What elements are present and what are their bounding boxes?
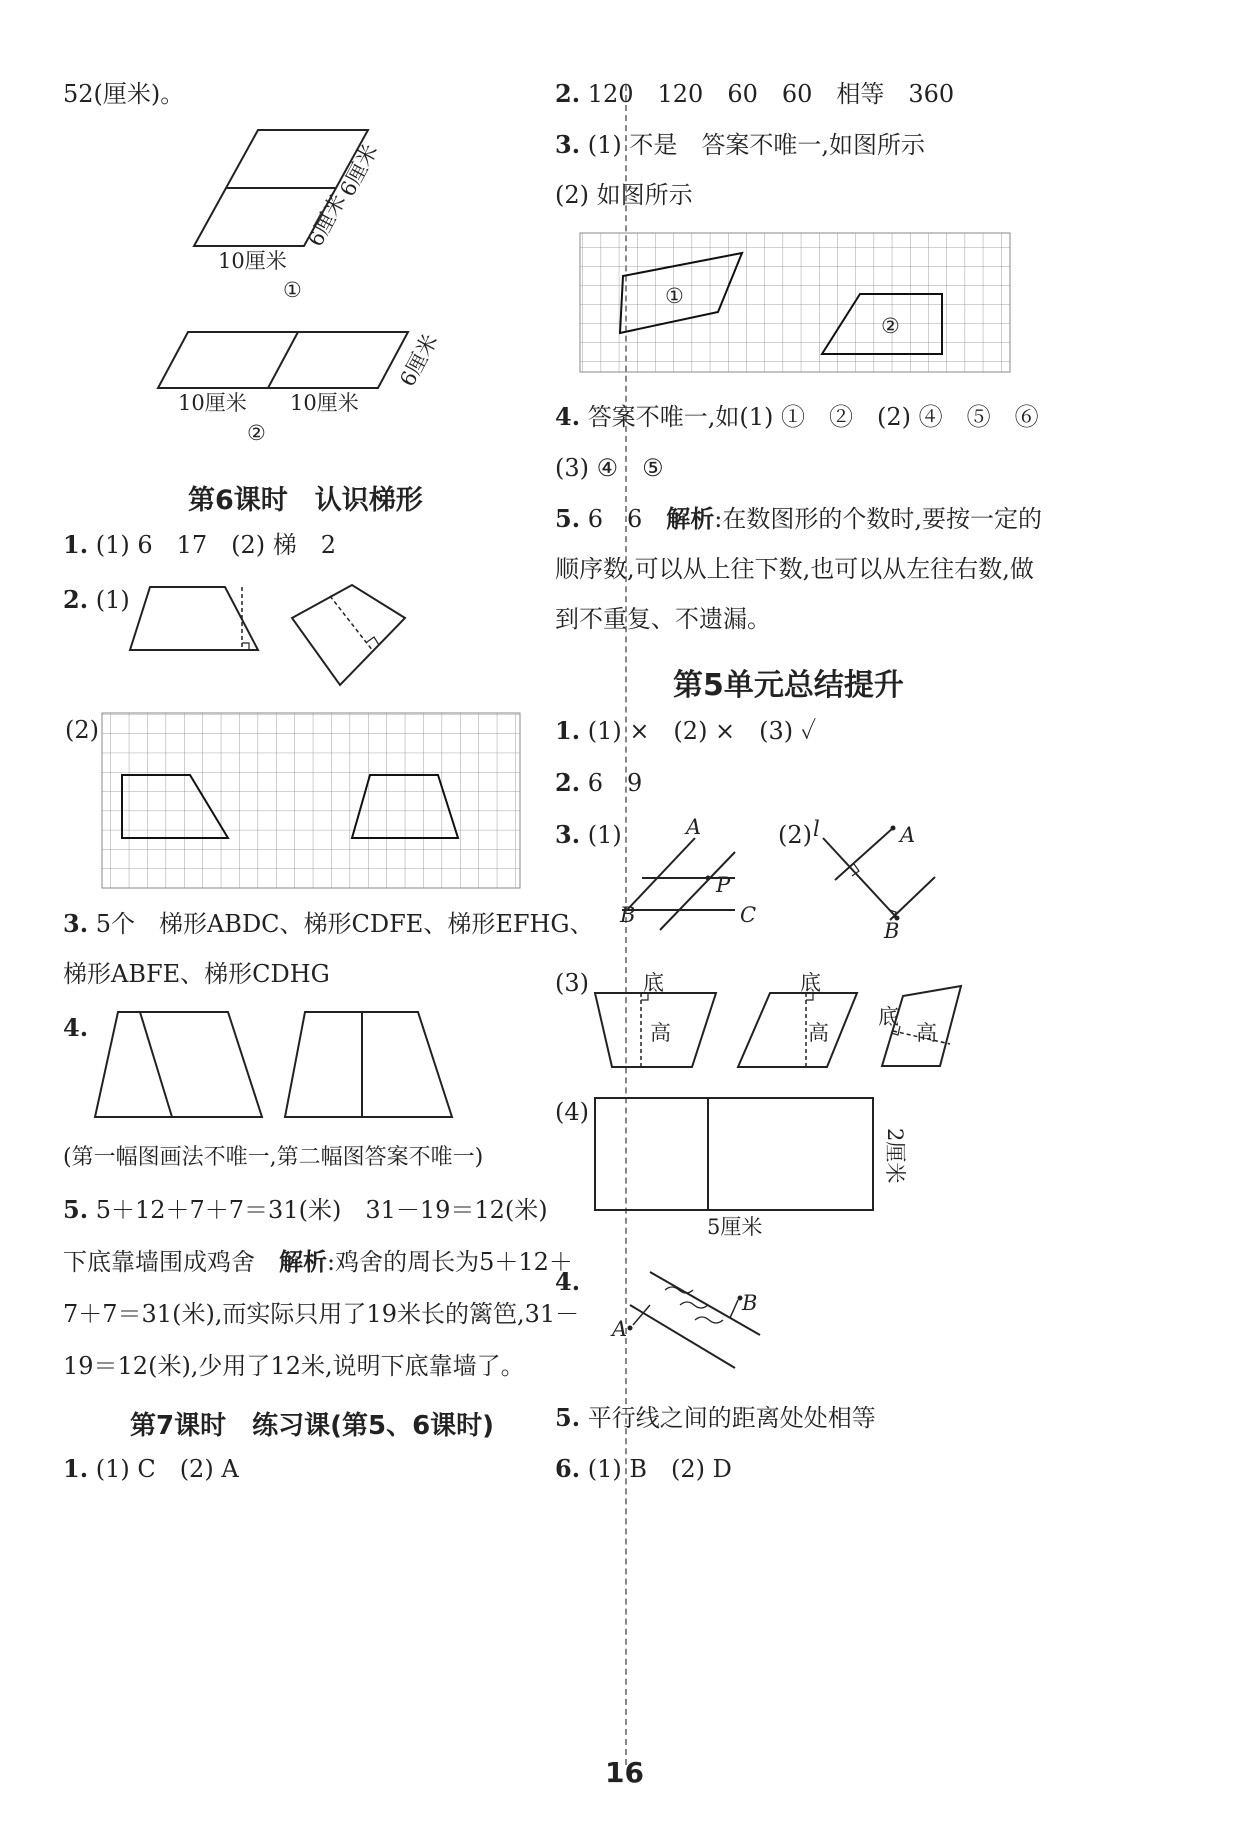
point-label-a: A [612, 1317, 628, 1341]
part-label: (1) [95, 586, 130, 614]
answer-text: 120 120 60 60 相等 360 [587, 80, 955, 108]
part-label: (4) [555, 1098, 589, 1126]
answer-text: :在数图形的个数时,要按一定的 [714, 505, 1042, 533]
answer-text: 5＋12＋7＋7＝31(米) 31－19＝12(米) [95, 1196, 548, 1224]
answer-text: (1) C (2) A [95, 1455, 239, 1483]
q-number: 3. [555, 820, 581, 849]
label-side-2cm: 2厘米 [883, 1128, 907, 1184]
answer-text: 答案不唯一,如(1) ① ② (2) ④ ⑤ ⑥ [587, 403, 1039, 431]
q-number: 5. [555, 1403, 581, 1432]
q-number: 5. [63, 1195, 89, 1224]
fig1-number: ① [283, 278, 302, 302]
label-base: 底 [800, 971, 821, 995]
part-label: (2) [65, 716, 99, 744]
q-number: 4. [63, 1013, 89, 1042]
q-number: 5. [555, 504, 581, 533]
fig2-bottom-label-a: 10厘米 [178, 391, 247, 415]
answer-text: (1) 6 17 (2) 梯 2 [95, 531, 337, 559]
point-label-a2: A [900, 823, 916, 847]
page-number: 16 [605, 1756, 644, 1789]
q-number: 4. [555, 402, 581, 431]
answer-text: 梯形ABFE、梯形CDHG [63, 960, 330, 988]
fig2-number: ② [247, 421, 266, 445]
point-label-b: B [620, 903, 636, 927]
grid-number-2: ② [881, 314, 900, 338]
q-number: 3. [63, 909, 89, 938]
heading-unit-5-summary: 第5单元总结提升 [673, 668, 904, 703]
label-height: 高 [808, 1021, 829, 1045]
point-label-b: B [742, 1291, 758, 1315]
fig2-bottom-label-b: 10厘米 [290, 391, 359, 415]
q-number: 2. [555, 768, 581, 797]
q-number: 6. [555, 1454, 581, 1483]
answer-text: (3) ④ ⑤ [555, 454, 664, 482]
answer-text: 6 6 [587, 505, 667, 533]
answer-text: :鸡舍的周长为5＋12＋ [327, 1248, 573, 1276]
analysis-label: 解析 [279, 1248, 327, 1276]
q-number: 2. [63, 585, 89, 614]
label-base: 底 [878, 1005, 899, 1029]
q-number: 1. [555, 716, 581, 745]
text-52cm: 52(厘米)。 [63, 80, 185, 108]
point-label-b2: B [884, 919, 900, 943]
label-height: 高 [650, 1021, 671, 1045]
answer-text: 顺序数,可以从上往下数,也可以从左往右数,做 [555, 555, 1034, 583]
q-number: 4. [555, 1267, 581, 1296]
line-label-l: l [813, 817, 820, 841]
label-base: 底 [643, 971, 664, 995]
answer-text: 7＋7＝31(米),而实际只用了19米长的篱笆,31－ [63, 1300, 580, 1328]
part-label: (1) [587, 821, 622, 849]
fig2-side-label: 6厘米 [395, 330, 443, 391]
answer-text: 到不重复、不遗漏。 [555, 605, 771, 633]
part-label: (3) [555, 969, 589, 997]
answer-text: (2) 如图所示 [555, 181, 693, 209]
note-text: (第一幅图画法不唯一,第二幅图答案不唯一) [63, 1145, 484, 1170]
fig1-bottom-label: 10厘米 [218, 249, 287, 273]
q-number: 2. [555, 79, 581, 108]
label-height: 高 [916, 1021, 937, 1045]
q-number: 3. [555, 130, 581, 159]
grid-number-1: ① [665, 284, 684, 308]
q-number: 1. [63, 530, 89, 559]
answer-text: 平行线之间的距离处处相等 [587, 1404, 876, 1432]
heading-lesson-6: 第6课时 认识梯形 [188, 485, 423, 516]
heading-lesson-7: 第7课时 练习课(第5、6课时) [130, 1411, 495, 1441]
point-label-c: C [740, 903, 757, 927]
answer-text: 19＝12(米),少用了12米,说明下底靠墙了。 [63, 1352, 525, 1380]
answer-text: 下底靠墙围成鸡舍 [63, 1248, 279, 1276]
q-number: 1. [63, 1454, 89, 1483]
answer-text: (1) 不是 答案不唯一,如图所示 [587, 131, 925, 159]
point-label-a: A [686, 815, 702, 839]
point-label-p: P [716, 873, 731, 897]
part-label: (2) [778, 821, 812, 849]
fig1-side-label-1: 6厘米 [335, 140, 383, 201]
answer-text: 5个 梯形ABDC、梯形CDFE、梯形EFHG、 [95, 910, 594, 938]
label-bottom-5cm: 5厘米 [707, 1215, 763, 1239]
analysis-label: 解析 [666, 505, 715, 533]
answer-text: 6 9 [587, 769, 643, 797]
fig1-side-label-2: 6厘米 [303, 190, 351, 251]
answer-text: (1) B (2) D [587, 1455, 732, 1483]
answer-text: (1) × (2) × (3) ✓ [587, 717, 817, 745]
